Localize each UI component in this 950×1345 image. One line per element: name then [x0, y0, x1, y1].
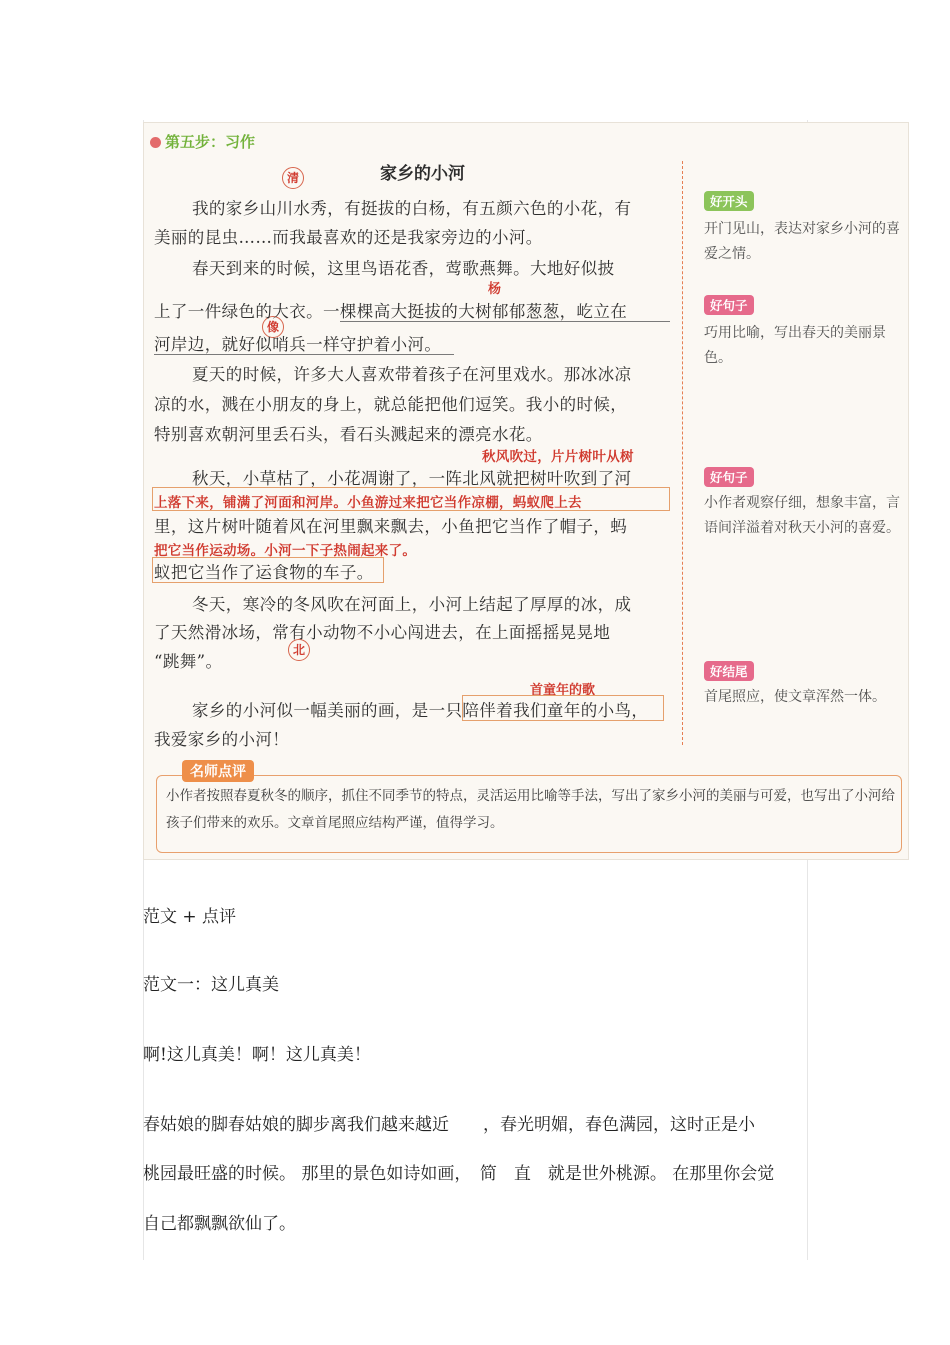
- review-text: 小作者按照春夏秋冬的顺序，抓住不同季节的特点，灵活运用比喻等手法，写出了家乡小河的美丽与可爱，也写出了小河给孩子们带来的欢乐。文章首尾照应结构严谨，值得学习。: [166, 788, 895, 831]
- comment-divider: [682, 161, 683, 745]
- essay-line: 秋天，小草枯了，小花凋谢了，一阵北风就把树叶吹到了河: [192, 469, 632, 488]
- textbook-image: [143, 122, 909, 860]
- comment-tag: 好句子: [704, 467, 754, 487]
- essay-line: 美丽的昆虫……而我最喜欢的还是我家旁边的小河。: [154, 228, 543, 247]
- step-heading: [150, 131, 255, 152]
- essay-line: 了天然滑冰场，常有小动物不小心闯进去，在上面摇摇晃晃地: [154, 623, 611, 642]
- underline: [340, 321, 670, 322]
- highlight-box: [152, 557, 384, 583]
- essay-line: 里，这片树叶随着风在河里飘来飘去，小鱼把它当作了帽子，蚂: [154, 517, 628, 536]
- essay-line: 春天到来的时候，这里鸟语花香，莺歌燕舞。大地好似披: [192, 259, 615, 278]
- comment-text: 首尾照应，使文章浑然一体。: [704, 689, 886, 705]
- paragraph: 桃园最旺盛的时候。 那里的景色如诗如画， 简 直 就是世外桃源。 在那里你会觉: [143, 1164, 775, 1184]
- correction-mark: 杨: [488, 282, 502, 297]
- underline: [154, 354, 454, 355]
- paragraph: 春姑娘的脚春姑娘的脚步离我们越来越近 ，春光明媚，春色满园，这时正是小: [143, 1115, 755, 1135]
- essay-line: 我的家乡山川水秀，有挺拔的白杨，有五颜六色的小花，有: [192, 199, 632, 218]
- essay-line: 蚁把它当作了运食物的车子。: [154, 563, 374, 582]
- section-heading: 范文 + 点评: [143, 907, 237, 927]
- essay-line: 凉的水，溅在小朋友的身上，就总能把他们逗笑。我小的时候，: [154, 395, 628, 414]
- essay-line: 特别喜欢朝河里丢石头，看石头溅起来的漂亮水花。: [154, 425, 543, 444]
- essay-title: 家乡的小河: [380, 164, 465, 184]
- essay-line: 冬天，寒冷的冬风吹在河面上，小河上结起了厚厚的冰，成: [192, 595, 632, 614]
- essay-line: 上了一件绿色的大衣。一棵棵高大挺拔的大树郁郁葱葱，屹立在: [154, 302, 628, 321]
- highlight-box: [462, 695, 664, 721]
- comment-text: 小作者观察仔细，想象丰富，言语间洋溢着对秋天小河的喜爱。: [704, 495, 900, 536]
- correction-mark: 北: [288, 639, 310, 661]
- step-label: 第五步：习作: [165, 133, 256, 151]
- comment-tag: 好结尾: [704, 661, 754, 681]
- inserted-text: 首童年的歌: [530, 683, 596, 698]
- comment-tag: 好句子: [704, 295, 754, 315]
- essay-line: 夏天的时候，许多大人喜欢带着孩子在河里戏水。那冰冰凉: [192, 365, 632, 384]
- comment-tag: 好开头: [704, 191, 754, 211]
- comment-text: 巧用比喻，写出春天的美丽景色。: [704, 325, 886, 366]
- paragraph: 自己都飘飘欲仙了。: [143, 1214, 296, 1234]
- inserted-text: 上落下来，铺满了河面和河岸。小鱼游过来把它当作凉棚，蚂蚁爬上去: [154, 495, 582, 511]
- inserted-text: 把它当作运动场。小河一下子热闹起来了。: [154, 543, 417, 559]
- paragraph: 啊!这儿真美！啊！这儿真美！: [143, 1045, 371, 1065]
- essay-line: 河岸边，就好似哨兵一样守护着小河。: [154, 335, 442, 354]
- essay-line: 家乡的小河似一幅美丽的画，是一只陪伴着我们童年的小鸟，: [192, 701, 649, 720]
- comment-text: 开门见山，表达对家乡小河的喜爱之情。: [704, 221, 900, 262]
- correction-mark: 清: [282, 167, 304, 189]
- essay-line: “跳舞”。: [154, 652, 223, 671]
- flower-icon: [150, 137, 161, 148]
- correction-mark: 像: [262, 316, 284, 338]
- article-title: 范文一：这儿真美: [143, 975, 279, 995]
- review-label: 名师点评: [182, 760, 254, 782]
- inserted-text: 秋风吹过，片片树叶从树: [482, 449, 634, 465]
- highlight-box: [152, 487, 670, 511]
- essay-line: 我爱家乡的小河！: [154, 730, 290, 749]
